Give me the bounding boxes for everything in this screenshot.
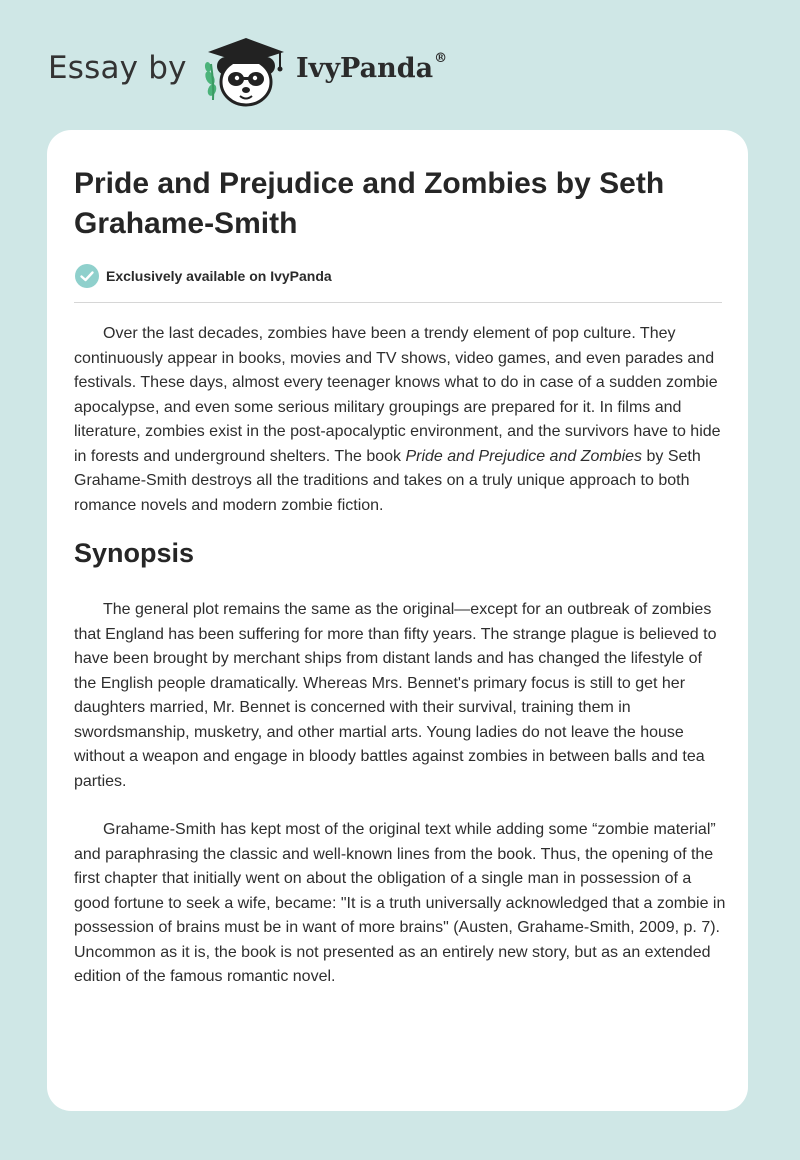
divider	[74, 302, 722, 303]
badge-text: Exclusively available on IvyPanda	[106, 268, 332, 284]
synopsis-paragraph-2: Grahame-Smith has kept most of the original text while adding some “zombie material” and paraphrasing the classic and well-known lines from the book. Thus, the opening of the first chapter that initially went on about the obligation of a single man in possession of a good fortune to seek a wife, became: "It is a truth universally acknowledged that a zombie in possession of brains must be in want of more brains" (Austen, Grahame-Smith, 2009, p. 7). Uncommon as it is, the book is not presented as an entirely new story, but as an extended edition of the famous romantic novel.	[74, 821, 726, 985]
site-header	[0, 0, 800, 130]
check-circle-icon	[74, 263, 100, 289]
intro-text-start: Over the last decades, zombies have been a trendy element of pop culture. They continuously appear in books, movies and TV shows, video games, and even parades and festivals. These days, almost every teenager knows what to do in case of a sudden zombie apocalypse, and even some serious military groupings are prepared for it. In films and literature, zombies exist in the post-apocalyptic environment, and the survivors have to hide in forests and underground shelters. The book	[74, 325, 721, 465]
essay-card	[47, 130, 748, 1111]
section-heading-synopsis: Synopsis	[74, 538, 195, 568]
book-title-italic: Pride and Prejudice and Zombies	[405, 447, 643, 465]
essay-by-label: Essay by	[48, 50, 187, 86]
synopsis-paragraph-1: The general plot remains the same as the original—except for an outbreak of zombies that England has been suffering for more than fifty years. The strange plague is believed to have been brought by merchant ships from distant lands and has changed the lifestyle of the English people dramatically. Whereas Mrs. Bennet's primary focus is still to get her daughters married, Mr. Bennet is concerned with their survival, training them in swordsmanship, musketry, and other martial arts. Young ladies do not leave the house without a weapon and engage in bloody battles against zombies in between balls and tea parties.	[74, 601, 717, 790]
intro-text-end: by Seth Grahame-Smith destroys all the traditions and takes on a truly unique approach to both romance novels and modern zombie fiction.	[74, 447, 701, 514]
registered-mark: ®	[434, 51, 448, 66]
page-title: Pride and Prejudice and Zombies by Seth Grahame-Smith	[74, 167, 665, 240]
intro-paragraph	[74, 322, 726, 518]
panda-graduation-icon[interactable]	[200, 34, 292, 110]
exclusive-badge	[74, 263, 332, 289]
brand-name[interactable]	[296, 53, 447, 84]
brand-label: IvyPanda	[296, 53, 434, 84]
